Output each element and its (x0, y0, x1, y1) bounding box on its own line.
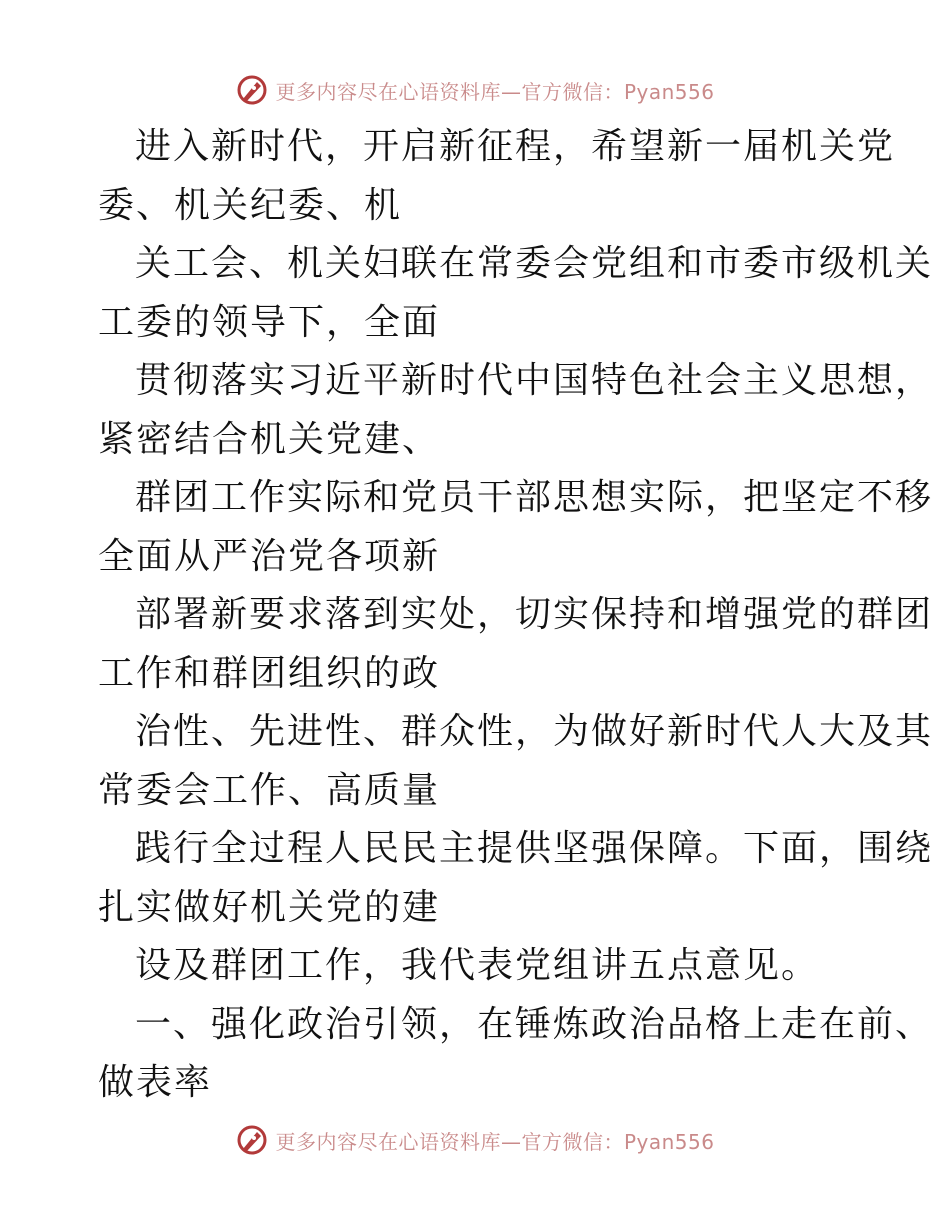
body-line: 扎实做好机关党的建 (98, 886, 441, 928)
footer-banner (0, 1120, 950, 1160)
body-line: 常委会工作、高质量 (98, 769, 441, 811)
footer-banner-text: 更多内容尽在心语资料库—官方微信：Pyan556 (275, 1129, 715, 1154)
body-line: 部署新要求落到实处，切实保持和增强党的群团 (135, 594, 934, 635)
section-heading-line: 一、强化政治引领，在锤炼政治品格上走在前、 (135, 1003, 934, 1045)
footer-banner-inner (235, 1123, 714, 1157)
body-line: 紧密结合机关党建、 (98, 418, 441, 460)
body-line: 工作和群团组织的政 (98, 652, 441, 694)
body-line: 群团工作实际和党员干部思想实际，把坚定不移 (135, 477, 934, 518)
pen-nib-circle-icon (235, 73, 269, 107)
body-line: 践行全过程人民民主提供坚强保障。下面，围绕 (135, 828, 934, 869)
header-banner-inner (235, 73, 714, 107)
body-line: 关工会、机关妇联在常委会党组和市委市级机关 (135, 243, 934, 284)
body-line: 进入新时代，开启新征程，希望新一届机关党 (135, 126, 896, 167)
body-line: 工委的领导下，全面 (98, 301, 441, 343)
document-body (98, 118, 934, 1113)
body-line: 设及群团工作，我代表党组讲五点意见。 (135, 945, 820, 986)
body-line: 贯彻落实习近平新时代中国特色社会主义思想， (135, 360, 934, 401)
body-line: 委、机关纪委、机 (98, 184, 403, 226)
section-heading-line: 做表率 (98, 1062, 213, 1103)
body-line: 治性、先进性、群众性，为做好新时代人大及其 (135, 711, 934, 752)
pen-nib-circle-icon (235, 1123, 269, 1157)
header-banner-text: 更多内容尽在心语资料库—官方微信：Pyan556 (275, 79, 715, 104)
header-banner (0, 70, 950, 110)
body-line: 全面从严治党各项新 (98, 535, 441, 577)
